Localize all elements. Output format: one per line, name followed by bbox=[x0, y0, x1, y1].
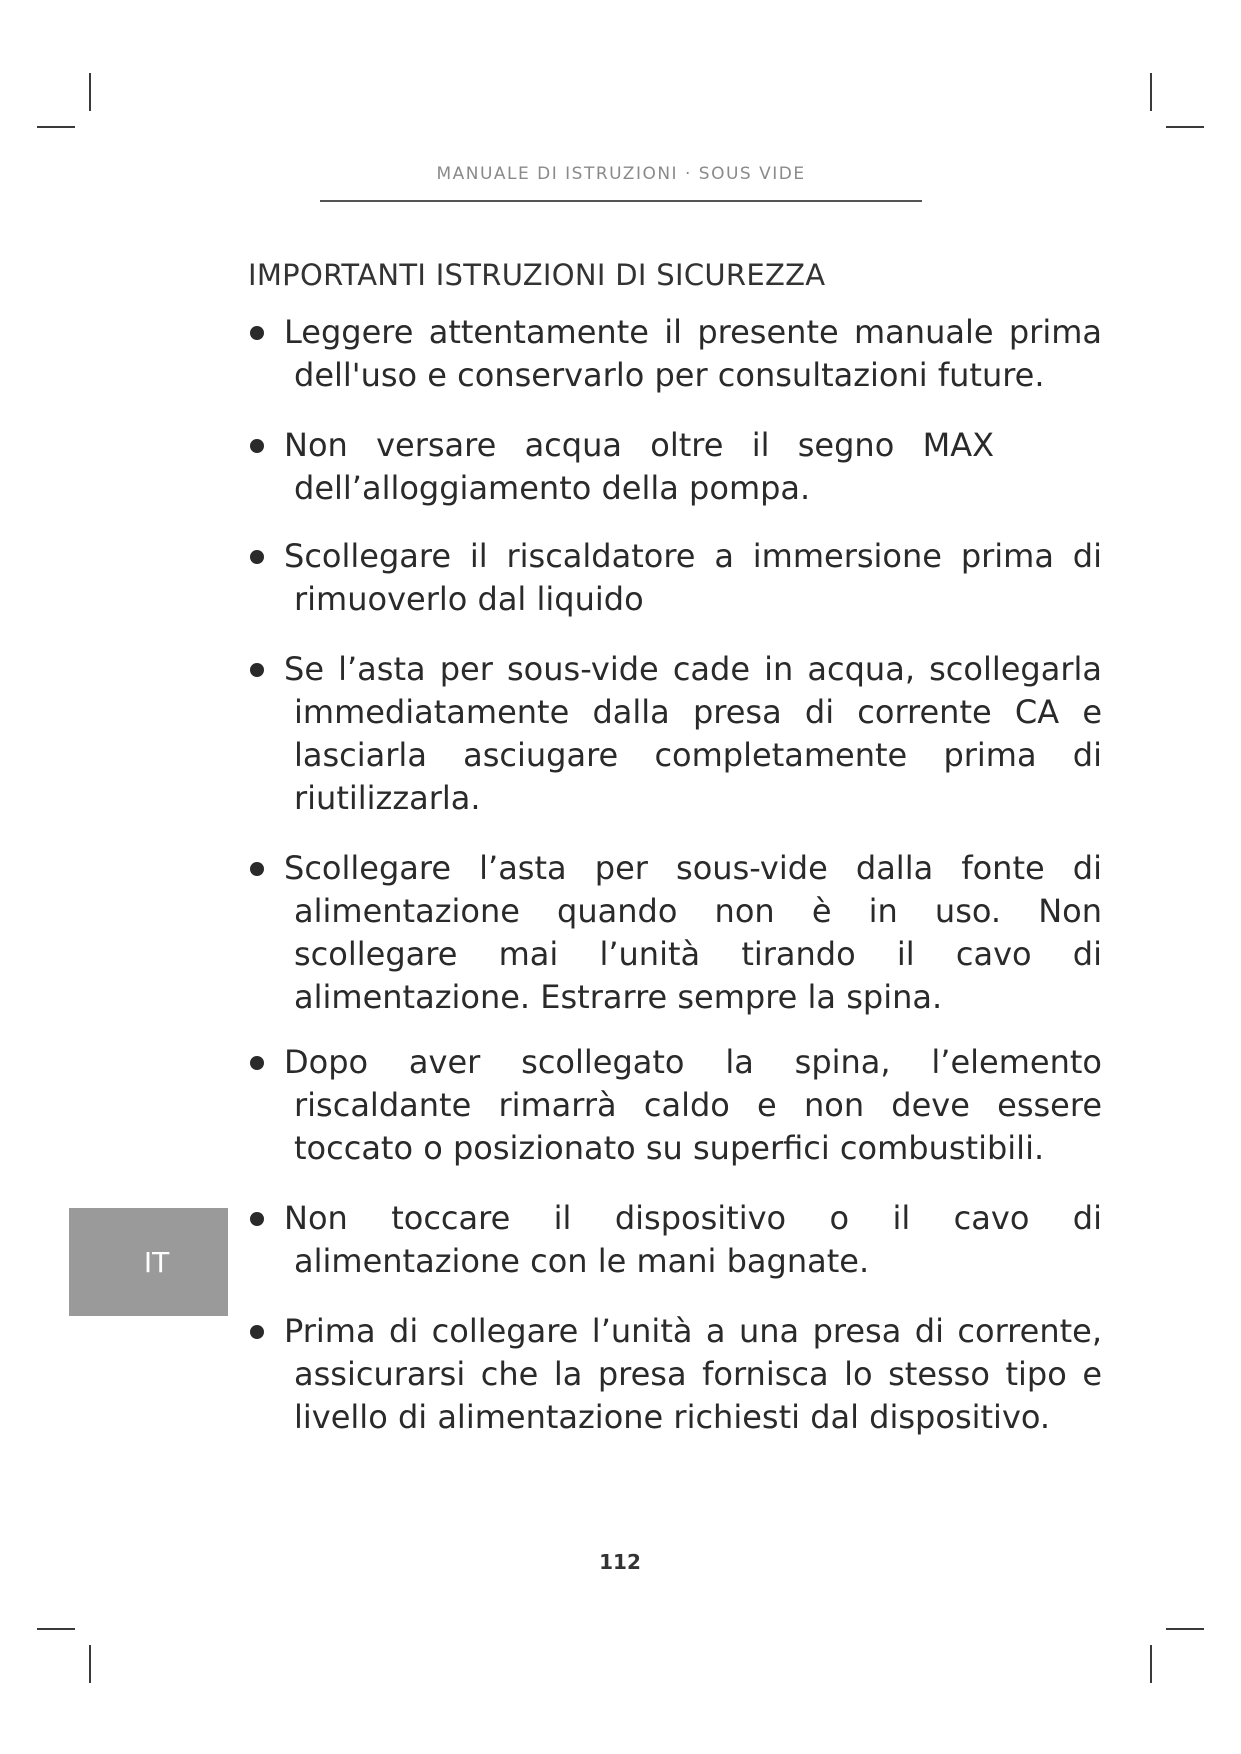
list-item bbox=[248, 311, 1102, 397]
list-item-text: Leggere attentamente il presente manuale prima dell'uso e conservarlo per consultazioni future. bbox=[284, 313, 1102, 394]
bullet-icon bbox=[250, 326, 264, 340]
list-item bbox=[248, 535, 1102, 621]
bullet-icon bbox=[250, 1056, 264, 1070]
list-item-text: Non toccare il dispositivo o il cavo di alimentazione con le mani bagnate. bbox=[284, 1199, 1102, 1280]
list-item bbox=[248, 847, 1102, 1019]
list-item bbox=[248, 1041, 1102, 1170]
bullet-icon bbox=[250, 862, 264, 876]
list-item-text: Se l’asta per sous-vide cade in acqua, scollegarla immediatamente dalla presa di corrente CA e lasciarla asciugare completamente prima di riutilizzarla. bbox=[284, 650, 1102, 817]
crop-mark-bottom-right-vertical bbox=[1150, 1645, 1152, 1683]
page-number: 112 bbox=[599, 1550, 641, 1574]
list-item-text: Scollegare il riscaldatore a immersione prima di rimuoverlo dal liquido bbox=[284, 537, 1102, 618]
crop-mark-top-right-vertical bbox=[1150, 73, 1152, 111]
list-item bbox=[248, 648, 1102, 820]
list-item bbox=[248, 424, 1102, 510]
bullet-icon bbox=[250, 550, 264, 564]
crop-mark-top-left-vertical bbox=[89, 73, 91, 111]
bullet-icon bbox=[250, 663, 264, 677]
crop-mark-bottom-right-horizontal bbox=[1166, 1628, 1204, 1630]
bullet-icon bbox=[250, 439, 264, 453]
list-item-text: Prima di collegare l’unità a una presa di corrente, assicurarsi che la presa fornisca lo stesso tipo e livello di alimentazione richiesti dal dispositivo. bbox=[284, 1312, 1102, 1436]
list-item bbox=[248, 1310, 1102, 1439]
list-item-text: Scollegare l’asta per sous-vide dalla fonte di alimentazione quando non è in uso. Non scollegare mai l’unità tirando il cavo di alimentazione. Estrarre sempre la spina. bbox=[284, 849, 1102, 1016]
list-item-text: Non versare acqua oltre il segno MAX dell’alloggiamento della pompa. bbox=[284, 426, 994, 507]
crop-mark-top-right-horizontal bbox=[1166, 126, 1204, 128]
bullet-icon bbox=[250, 1325, 264, 1339]
header-divider bbox=[320, 200, 922, 202]
crop-mark-top-left-horizontal bbox=[37, 126, 75, 128]
section-title: IMPORTANTI ISTRUZIONI DI SICUREZZA bbox=[248, 258, 826, 292]
crop-mark-bottom-left-horizontal bbox=[37, 1628, 75, 1630]
list-item-text: Dopo aver scollegato la spina, l’elemento riscaldante rimarrà caldo e non deve essere toccato o posizionato su superfici combustibili. bbox=[284, 1043, 1102, 1167]
crop-mark-bottom-left-vertical bbox=[89, 1645, 91, 1683]
list-item bbox=[248, 1197, 1102, 1283]
running-header: MANUALE DI ISTRUZIONI · SOUS VIDE bbox=[436, 164, 806, 184]
bullet-icon bbox=[250, 1212, 264, 1226]
language-tab: IT bbox=[69, 1208, 228, 1316]
